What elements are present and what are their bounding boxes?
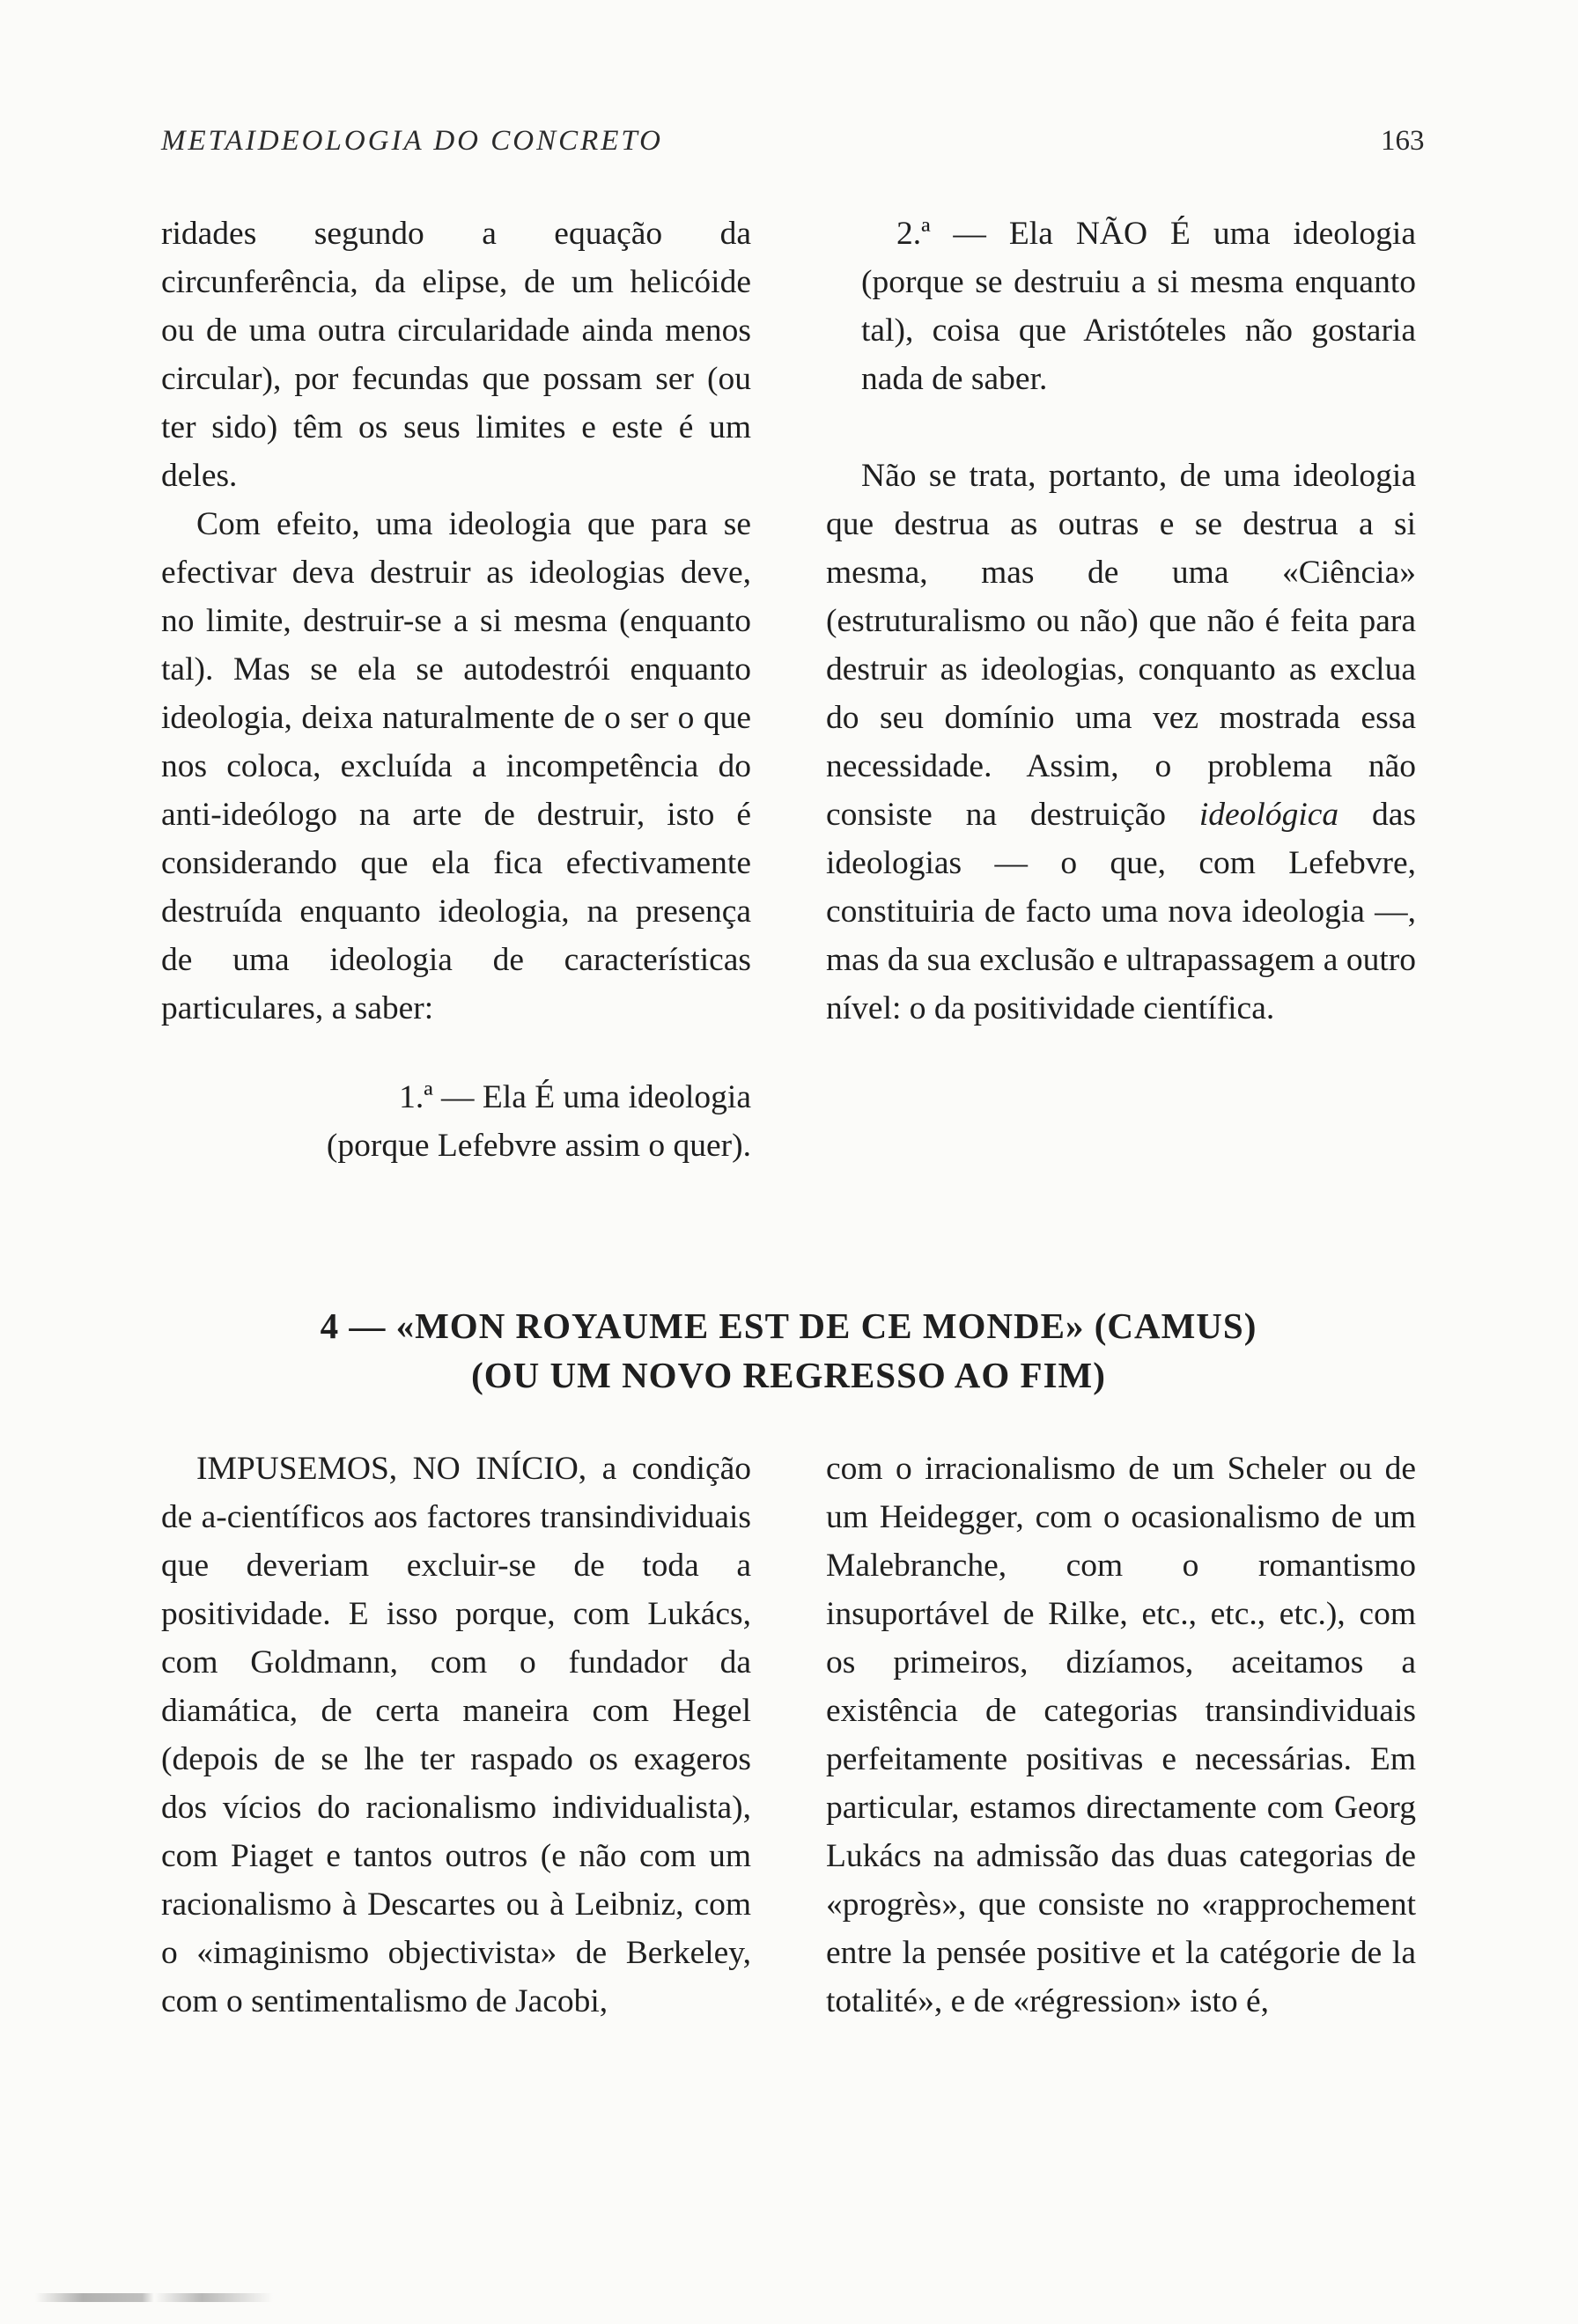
section-heading-line-2: (OU UM NOVO REGRESSO AO FIM) [471, 1355, 1106, 1395]
column-bottom-right [826, 1445, 1416, 2026]
column-bottom-left [161, 1445, 751, 2026]
enumeration-item-2: 2.ª — Ela NÃO É uma ideologia (porque se destruiu a si mesma enquanto tal), coisa que Aristóteles não gostaria nada de saber. [861, 216, 1416, 397]
section-heading [161, 1301, 1416, 1400]
enumeration-item-1-continuation: (porque Lefebvre assim o quer). [326, 1128, 751, 1164]
section-heading-line-1: 4 — «MON ROYAUME EST DE CE MONDE» (CAMUS) [320, 1305, 1257, 1346]
enumeration-item-1: 1.ª — Ela É uma ideologia [399, 1079, 751, 1115]
emphasis: ideológica [1198, 797, 1339, 833]
paragraph: ridades segundo a equação da circunferência, da elipse, de um helicóide ou de uma outra circularidade ainda menos circular), por fecundas que possam ser (ou ter sido) têm os seus limites e este é um deles. [161, 216, 751, 494]
column-top-left [161, 210, 751, 1170]
paragraph: Não se trata, portanto, de uma ideologia que destrua as outras e se destrua a si mesma, mas de uma «Ciência» (estruturalismo ou não) que não é feita para destruir as ideologias, conquanto as exclua do seu domínio uma vez mostrada essa necessidade. Assim, o problema não consiste na destruição ideológica das ideologias — o que, com Lefebvre, constituiria de facto uma nova ideologia —, mas da sua exclusão e ultrapassagem a outro nível: o da positividade científica. [826, 458, 1416, 1026]
scan-artifact [35, 2293, 273, 2302]
page-number: 163 [1381, 125, 1425, 157]
column-top-right [826, 210, 1416, 1033]
paragraph: Com efeito, uma ideologia que para se efectivar deva destruir as ideologias deve, no limite, destruir-se a si mesma (enquanto tal). Mas se ela se autodestrói enquanto ideologia, deixa naturalmente de o ser o que nos coloca, excluída a incompetência do anti-ideólogo na arte de destruir, isto é considerando que ela fica efectivamente destruída enquanto ideologia, na presença de uma ideologia de características particulares, a saber: [161, 506, 751, 1026]
paragraph: IMPUSEMOS, NO INÍCIO, a condição de a-científicos aos factores transindividuais que deveriam excluir-se de toda a positividade. E isso porque, com Lukács, com Goldmann, com o fundador da diamática, de certa maneira com Hegel (depois de se lhe ter raspado os exageros dos vícios do racionalismo individualista), com Piaget e tantos outros (e não com um racionalismo à Descartes ou à Leibniz, com o «imaginismo objectivista» de Berkeley, com o sentimentalismo de Jacobi, [161, 1451, 751, 2019]
running-title: METAIDEOLOGIA DO CONCRETO [161, 125, 664, 157]
paragraph: com o irracionalismo de um Scheler ou de um Heidegger, com o ocasionalismo de um Malebranche, com o romantismo insuportável de Rilke, etc., etc., etc.), com os primeiros, dizíamos, aceitamos a existência de categorias transindividuais perfeitamente positivas e necessárias. Em particular, estamos directamente com Georg Lukács na admissão das duas categorias de «progrès», que consiste no «rapprochement entre la pensée positive et la catégorie de la totalité», e de «régression» isto é, [826, 1451, 1416, 2019]
